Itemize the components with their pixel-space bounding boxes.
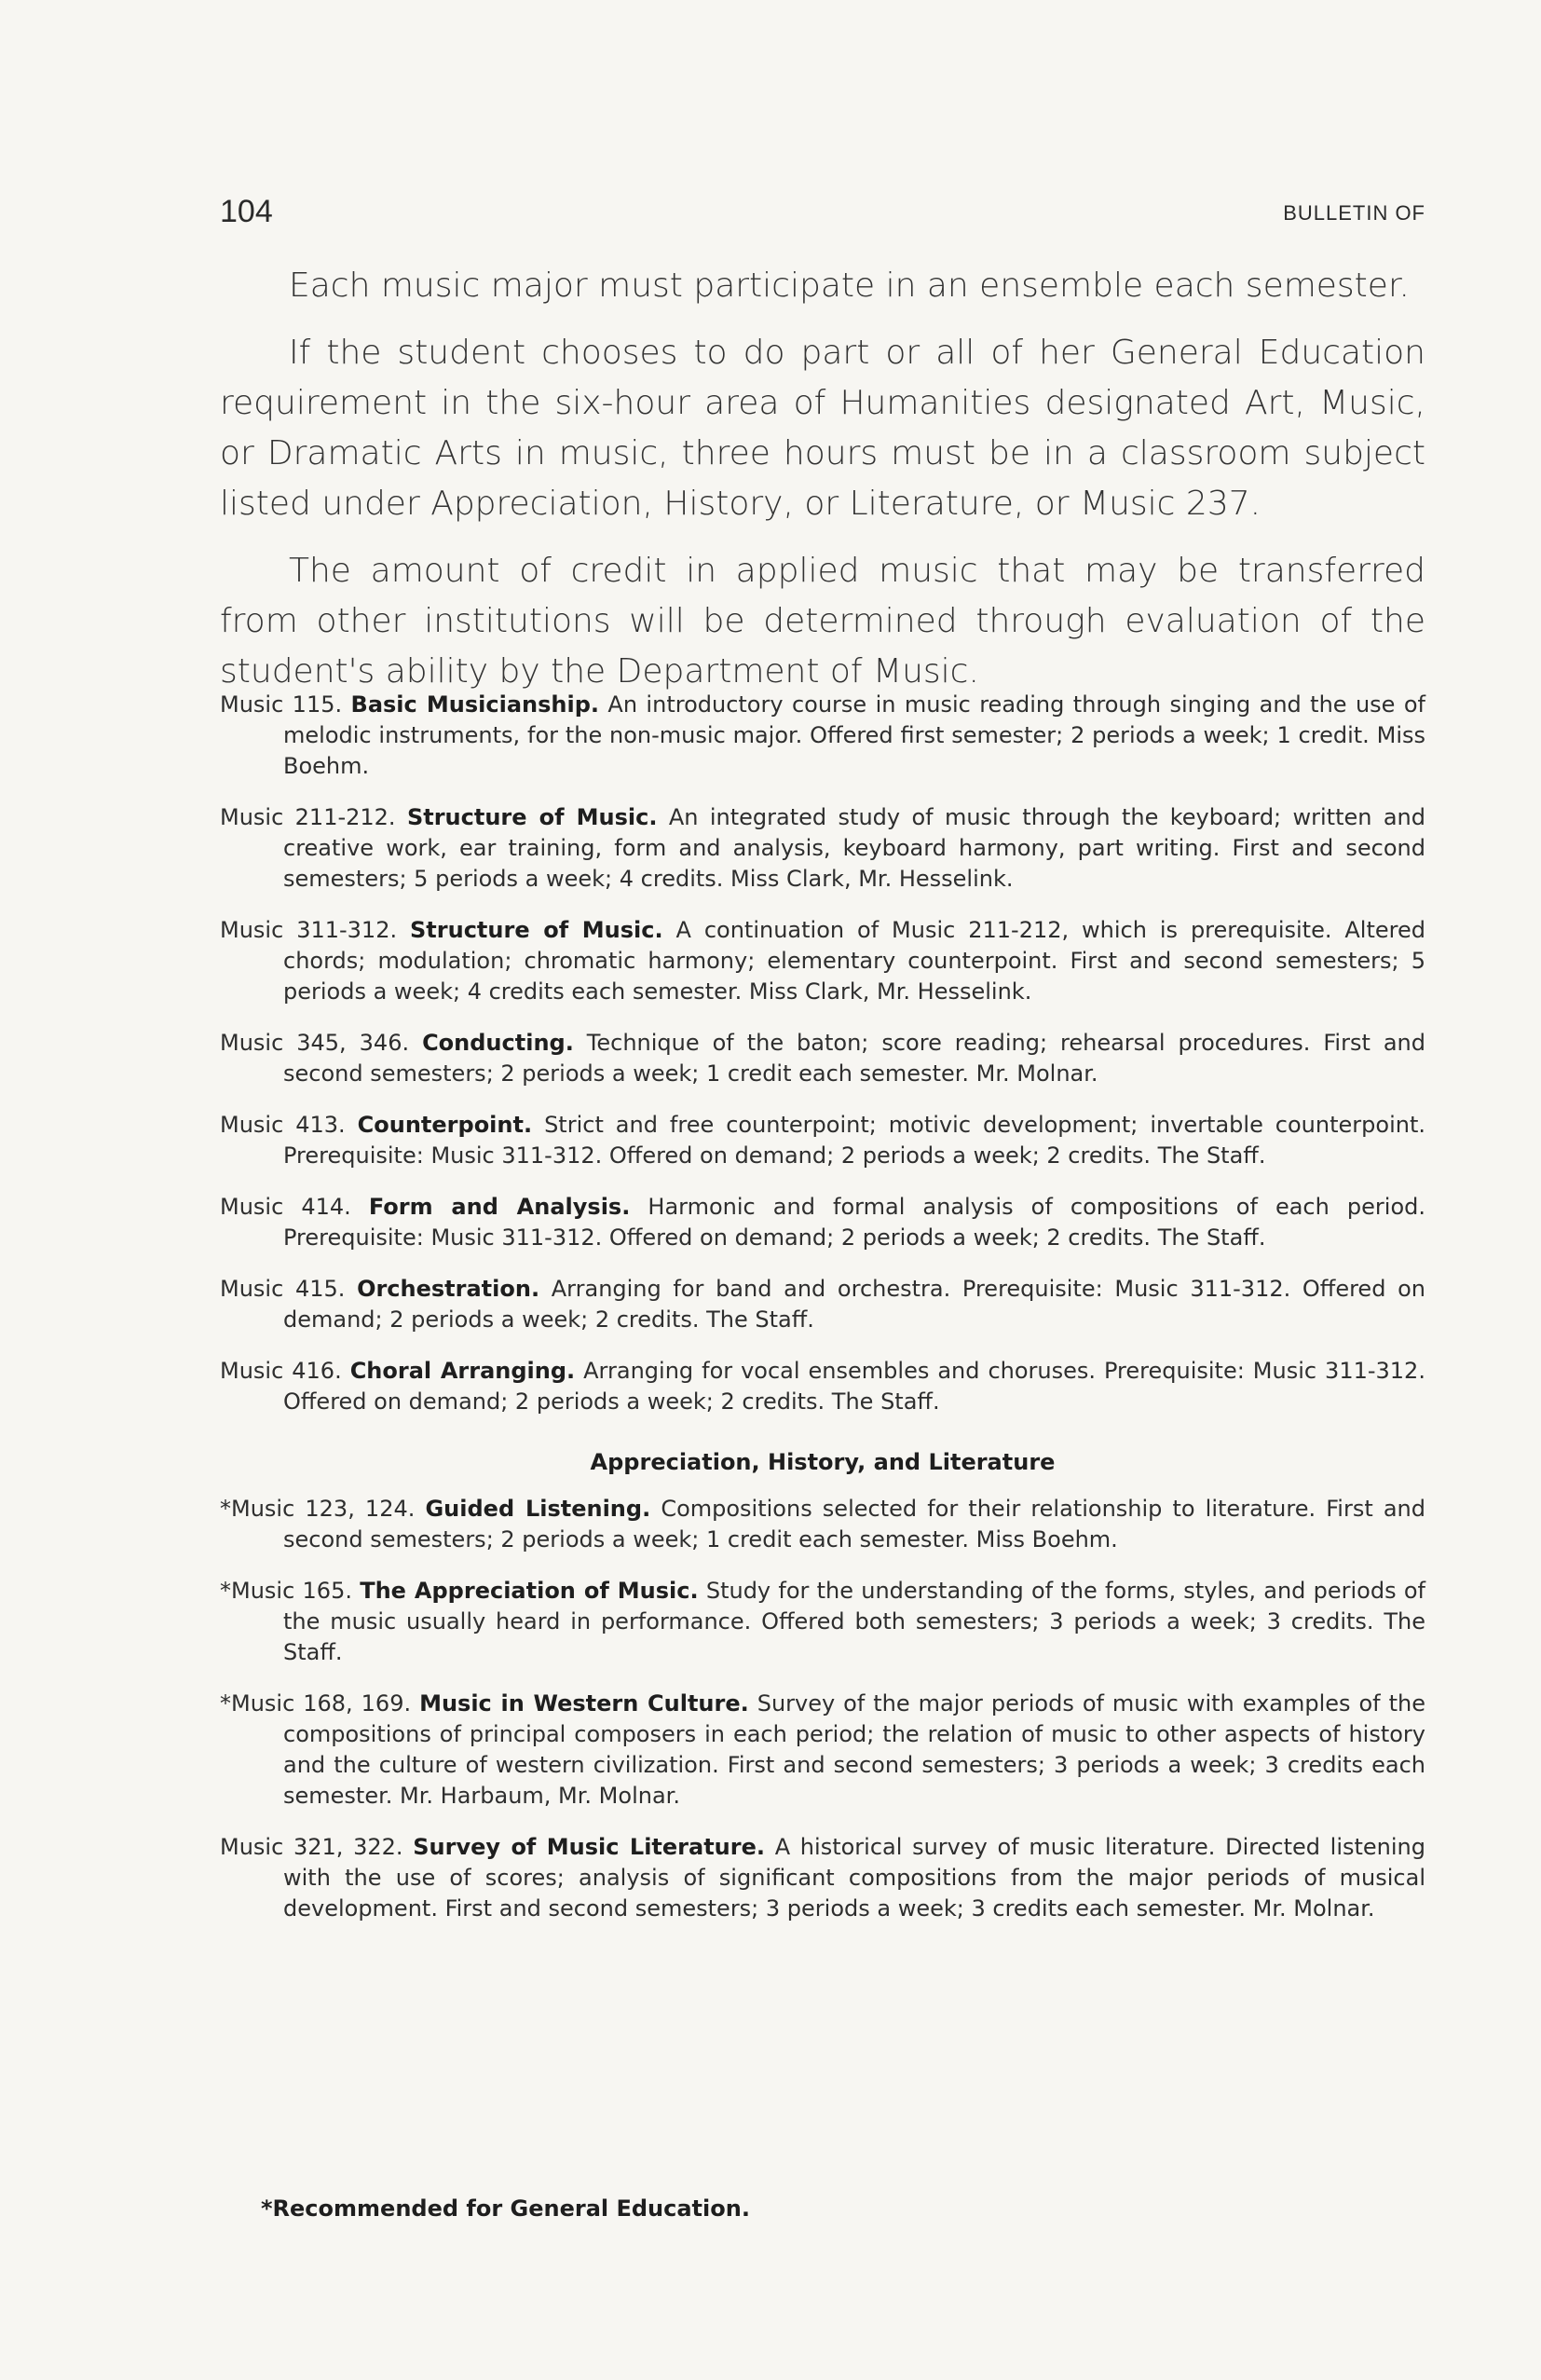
course-entry xyxy=(220,915,1425,1007)
course-entry xyxy=(220,1274,1425,1335)
course-entry xyxy=(220,1192,1425,1253)
course-title: Choral Arranging. xyxy=(349,1358,576,1384)
course-entry xyxy=(220,1028,1425,1089)
course-description: Arranging for vocal ensembles and choruses. Prerequisite: Music 311-312. Offered on demand; 2 periods a week; 2 credits. The Staff. xyxy=(283,1358,1425,1415)
course-description: Survey of the major periods of music with examples of the compositions of principal composers in each period; the relation of music to other aspects of history and the culture of western civilization. First and second semesters; 3 periods a week; 3 credits each semester. Mr. Harbaum, Mr. Molnar. xyxy=(283,1690,1425,1809)
course-description: Study for the understanding of the forms, styles, and periods of the music usually heard in performance. Offered both semesters; 3 periods a week; 3 credits. The Staff. xyxy=(283,1578,1425,1665)
course-title: Counterpoint. xyxy=(357,1112,533,1138)
section-heading: Appreciation, History, and Literature xyxy=(590,1449,1056,1475)
intro-section xyxy=(220,261,1425,714)
course-entry xyxy=(220,802,1425,895)
course-description: A continuation of Music 211-212, which is prerequisite. Altered chords; modulation; chromatic harmony; elementary counterpoint. First and second semesters; 5 periods a week; 4 credits each semester. Miss Clark, Mr. Hesselink. xyxy=(283,917,1425,1005)
course-number: Music 415. xyxy=(220,1276,346,1302)
course-number: *Music 168, 169. xyxy=(220,1690,412,1717)
course-title: Structure of Music. xyxy=(410,917,663,943)
course-title: The Appreciation of Music. xyxy=(360,1578,699,1604)
intro-paragraph: The amount of credit in applied music that may be transferred from other institutions will be determined through evaluation of the student's ability by the Department of Music. xyxy=(220,552,1425,691)
course-title: Basic Musicianship. xyxy=(350,691,599,718)
course-title: Form and Analysis. xyxy=(368,1194,631,1220)
intro-paragraph: If the student chooses to do part or all of her General Education requirement in the six-hour area of Humanities designated Art, Music, or Dramatic Arts in music, three hours must be in a classroom subject listed under Appreciation, History, or Literature, or Music 237. xyxy=(220,334,1425,523)
course-listing xyxy=(220,690,1425,1945)
course-title: Music in Western Culture. xyxy=(419,1690,749,1717)
course-title: Guided Listening. xyxy=(425,1496,651,1522)
course-description: Compositions selected for their relationship to literature. First and second semesters; 2 periods a week; 1 credit each semester. Miss Boehm. xyxy=(283,1496,1425,1552)
course-number: Music 311-312. xyxy=(220,917,398,943)
course-entry xyxy=(220,1356,1425,1417)
course-number: Music 321, 322. xyxy=(220,1834,403,1860)
course-title: Conducting. xyxy=(422,1030,574,1056)
course-number: Music 115. xyxy=(220,691,343,718)
course-title: Structure of Music. xyxy=(406,804,658,830)
course-entry xyxy=(220,690,1425,782)
course-entry xyxy=(220,1494,1425,1555)
page-header xyxy=(220,194,1425,240)
course-number: Music 345, 346. xyxy=(220,1030,410,1056)
course-entry xyxy=(220,1832,1425,1924)
course-title: Orchestration. xyxy=(357,1276,540,1302)
page-number: 104 xyxy=(220,194,273,229)
course-entry xyxy=(220,1576,1425,1668)
course-entry xyxy=(220,1110,1425,1171)
footnote: *Recommended for General Education. xyxy=(261,2195,750,2222)
course-number: *Music 123, 124. xyxy=(220,1496,416,1522)
course-entry xyxy=(220,1689,1425,1812)
course-description: Harmonic and formal analysis of compositions of each period. Prerequisite: Music 311-312. Offered on demand; 2 periods a week; 2 credits. The Staff. xyxy=(283,1194,1425,1251)
course-description: An introductory course in music reading through singing and the use of melodic instruments, for the non-music major. Offered first semester; 2 periods a week; 1 credit. Miss Boehm. xyxy=(283,691,1425,779)
course-number: Music 413. xyxy=(220,1112,346,1138)
intro-paragraph: Each music major must participate in an ensemble each semester. xyxy=(289,267,1410,305)
course-description: Strict and free counterpoint; motivic development; invertable counterpoint. Prerequisite: Music 311-312. Offered on demand; 2 periods a week; 2 credits. The Staff. xyxy=(283,1112,1425,1169)
course-description: Arranging for band and orchestra. Prerequisite: Music 311-312. Offered on demand; 2 periods a week; 2 credits. The Staff. xyxy=(283,1276,1425,1333)
course-description: A historical survey of music literature. Directed listening with the use of scores; analysis of significant compositions from the major periods of musical development. First and second semesters; 3 periods a week; 3 credits each semester. Mr. Molnar. xyxy=(283,1834,1426,1922)
course-number: Music 211-212. xyxy=(220,804,396,830)
course-title: Survey of Music Literature. xyxy=(413,1834,765,1860)
course-number: Music 414. xyxy=(220,1194,351,1220)
course-number: Music 416. xyxy=(220,1358,342,1384)
course-number: *Music 165. xyxy=(220,1578,352,1604)
running-head: BULLETIN OF xyxy=(1283,201,1425,225)
course-description: An integrated study of music through the keyboard; written and creative work, ear training, form and analysis, keyboard harmony, part writing. First and second semesters; 5 periods a week; 4 credits. Miss Clark, Mr. Hesselink. xyxy=(283,804,1425,892)
course-description: Technique of the baton; score reading; rehearsal procedures. First and second semesters; 2 periods a week; 1 credit each semester. Mr. Molnar. xyxy=(283,1030,1425,1087)
